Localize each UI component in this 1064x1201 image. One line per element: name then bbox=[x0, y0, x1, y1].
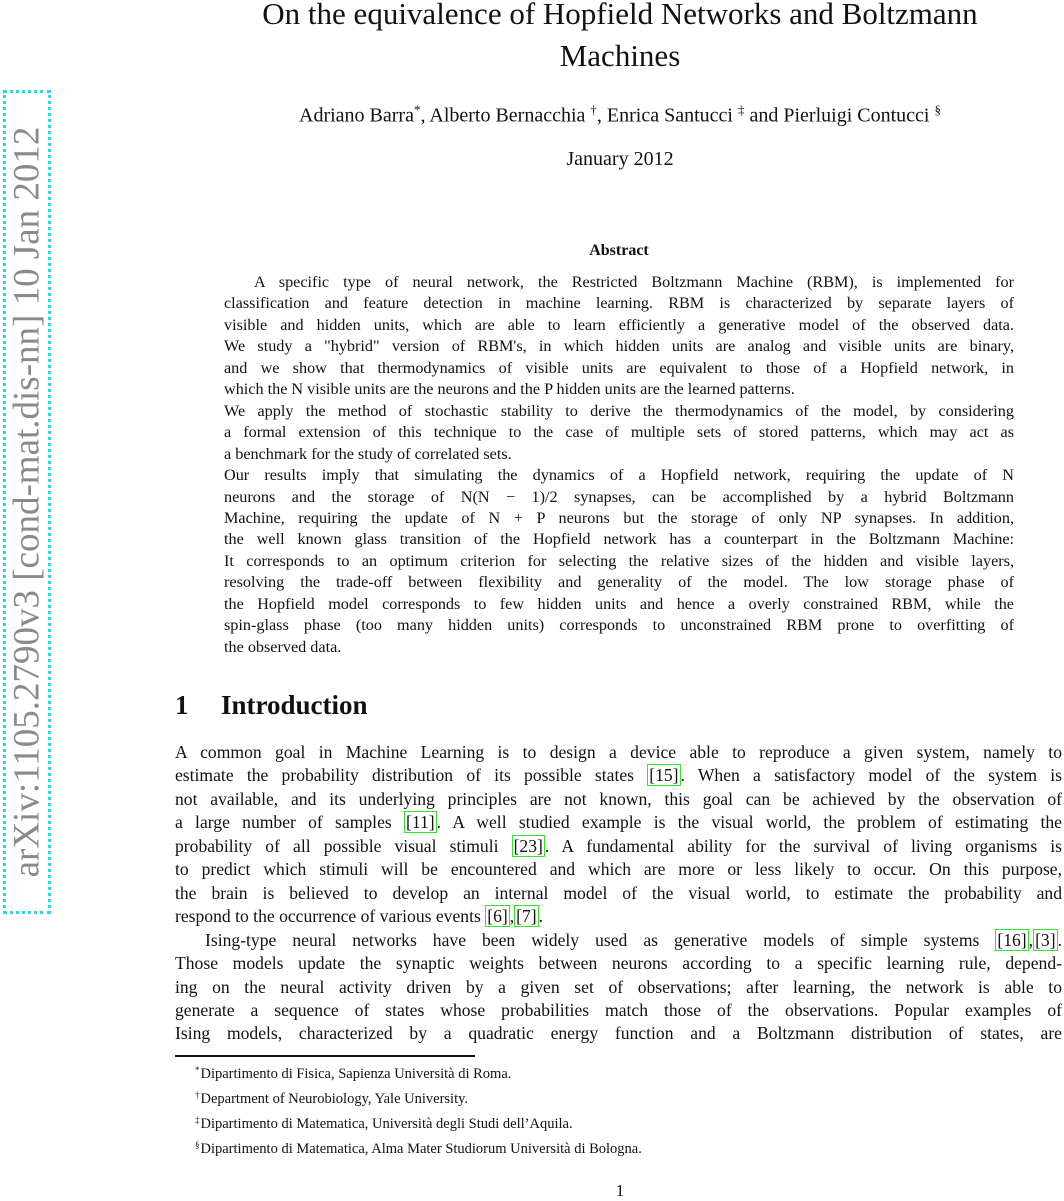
text-line: A common goal in Machine Learning is to design a device able to reproduce a given system, namely to bbox=[175, 742, 1062, 762]
footnote-mark: ‡ bbox=[195, 1115, 200, 1125]
text-line: and we show that thermodynamics of visible units are equivalent to those of a Hopfield network, in bbox=[224, 358, 1014, 377]
footnote-mark: * bbox=[195, 1065, 200, 1075]
text-line: A specific type of neural network, the Restricted Boltzmann Machine (RBM), is implemented for bbox=[254, 273, 1014, 291]
author-name: Alberto Bernacchia bbox=[429, 104, 586, 127]
text-line: Our results imply that simulating the dynamics of a Hopfield network, requiring the update of N bbox=[224, 466, 1014, 485]
introduction-body bbox=[175, 741, 1062, 1046]
footnote bbox=[195, 1085, 642, 1110]
author-list bbox=[180, 102, 1060, 128]
text-line: estimate the probability distribution of its possible states [15] . When a satisfactory model of the system is bbox=[175, 765, 1062, 786]
text-line: which the N visible units are the neurons and the P hidden units are the learned patterns. bbox=[224, 380, 795, 399]
text-line: respond to the occurrence of various events [6] , [7] . bbox=[175, 906, 544, 927]
text-line: not available, and its underlying principles are not known, this goal can be achieved by the observation of bbox=[175, 788, 1062, 809]
footnote bbox=[195, 1110, 642, 1135]
citation-link[interactable]: [15] bbox=[649, 765, 679, 786]
citation-link[interactable]: [16] bbox=[997, 929, 1027, 950]
citation-link[interactable]: [7] bbox=[516, 906, 537, 927]
author-footnote-mark: § bbox=[934, 102, 941, 117]
text-line: classification and feature detection in machine learning. RBM is characterized by separate layers of bbox=[224, 294, 1014, 313]
citation-link[interactable]: [23] bbox=[513, 835, 543, 856]
abstract-heading: Abstract bbox=[589, 242, 649, 259]
separator: , bbox=[420, 104, 430, 127]
footnote-rule bbox=[175, 1055, 475, 1057]
footnote-text: Dipartimento di Fisica, Sapienza Università di Roma. bbox=[200, 1066, 512, 1082]
author-footnote-mark: * bbox=[413, 102, 421, 117]
author-name: Adriano Barra bbox=[299, 104, 414, 127]
section-number: 1 bbox=[175, 690, 189, 720]
text-line: Those models update the synaptic weights between neurons according to a specific learning rule, depend- bbox=[175, 953, 1062, 974]
text-line: We apply the method of stochastic stability to derive the thermodynamics of the model, by considering bbox=[224, 401, 1014, 420]
paper-title-line-2: Machines bbox=[559, 38, 681, 73]
text-line: visible and hidden units, which are able to learn efficiently a generative model of the observed data. bbox=[224, 315, 1014, 334]
paper-date: January 2012 bbox=[566, 148, 674, 170]
footnote bbox=[195, 1060, 642, 1085]
text-line: a formal extension of this technique to the case of multiple sets of stored patterns, which may act as bbox=[224, 423, 1014, 442]
citation-link[interactable]: [3] bbox=[1035, 929, 1056, 950]
footnote-text: Department of Neurobiology, Yale University. bbox=[200, 1091, 469, 1107]
citation-link[interactable]: [11] bbox=[405, 812, 435, 833]
footnote bbox=[195, 1135, 642, 1160]
author-name: Enrica Santucci bbox=[606, 104, 733, 127]
separator: and bbox=[744, 104, 784, 127]
author-footnote-mark: ‡ bbox=[737, 102, 745, 117]
citation-link[interactable]: [6] bbox=[487, 906, 508, 927]
text-line: neurons and the storage of N(N − 1)/2 synapses, can be accomplished by a hybrid Boltzmann bbox=[224, 487, 1014, 506]
text-line: Ising models, characterized by a quadratic energy function and a Boltzmann distribution of states, are bbox=[175, 1023, 1062, 1044]
text-line: a large number of samples [11] . A well studied example is the visual world, the problem of estimating the bbox=[175, 812, 1062, 833]
footnote-mark: § bbox=[195, 1140, 200, 1150]
text-line: the Hopfield model corresponds to few hidden units and hence a overly constrained RBM, while the bbox=[224, 594, 1014, 613]
page-number: 1 bbox=[615, 1181, 625, 1200]
text-line: a benchmark for the study of correlated sets. bbox=[224, 444, 512, 463]
text-line: spin-glass phase (too many hidden units) corresponds to unconstrained RBM prone to overfitting of bbox=[224, 616, 1014, 635]
section-title: Introduction bbox=[221, 690, 368, 720]
text-line: Machine, requiring the update of N + P neurons but the storage of only NP synapses. In addition, bbox=[224, 508, 1014, 527]
text-line: It corresponds to an optimum criterion for selecting the relative sizes of the hidden and visible layers, bbox=[224, 551, 1014, 570]
text-line: the observed data. bbox=[224, 637, 342, 656]
text-line: the well known glass transition of the Hopfield network has a counterpart in the Boltzmann Machine: bbox=[224, 530, 1014, 549]
abstract-body bbox=[224, 272, 1014, 658]
arxiv-stamp bbox=[3, 90, 51, 914]
arxiv-stamp-text: arXiv:1105.2790v3 [cond-mat.dis-nn] 10 Jan 2012 bbox=[6, 126, 48, 878]
text-line: Ising-type neural networks have been widely used as generative models of simple systems [16] , [3] . bbox=[205, 929, 1062, 950]
text-line: the brain is believed to develop an internal model of the visual world, to estimate the probability and bbox=[175, 882, 1062, 903]
footnotes bbox=[195, 1060, 642, 1160]
text-line: resolving the trade-off between flexibility and generality of the model. The low storage phase of bbox=[224, 573, 1014, 592]
section-heading bbox=[175, 690, 368, 721]
footnote-text: Dipartimento di Matematica, Alma Mater Studiorum Università di Bologna. bbox=[200, 1141, 642, 1157]
author-footnote-mark: † bbox=[590, 102, 597, 117]
text-line: to predict which stimuli will be encountered and which are more or less likely to occur. On this purpose, bbox=[175, 859, 1062, 880]
paper-title-line-1: On the equivalence of Hopfield Networks and Boltzmann bbox=[262, 0, 978, 31]
author-name: Pierluigi Contucci bbox=[783, 104, 930, 127]
separator: , bbox=[596, 104, 607, 127]
text-line: generate a sequence of states whose probabilities match those of the observations. Popular examples of bbox=[175, 999, 1062, 1020]
footnote-mark: † bbox=[195, 1090, 200, 1100]
text-line: We study a "hybrid" version of RBM's, in which hidden units are analog and visible units are binary, bbox=[224, 337, 1014, 356]
footnote-text: Dipartimento di Matematica, Università degli Studi dell’Aquila. bbox=[200, 1116, 573, 1132]
text-line: probability of all possible visual stimuli [23] . A fundamental ability for the survival of living organisms is bbox=[175, 835, 1062, 856]
text-line: ing on the neural activity driven by a given set of observations; after learning, the network is able to bbox=[175, 976, 1062, 997]
